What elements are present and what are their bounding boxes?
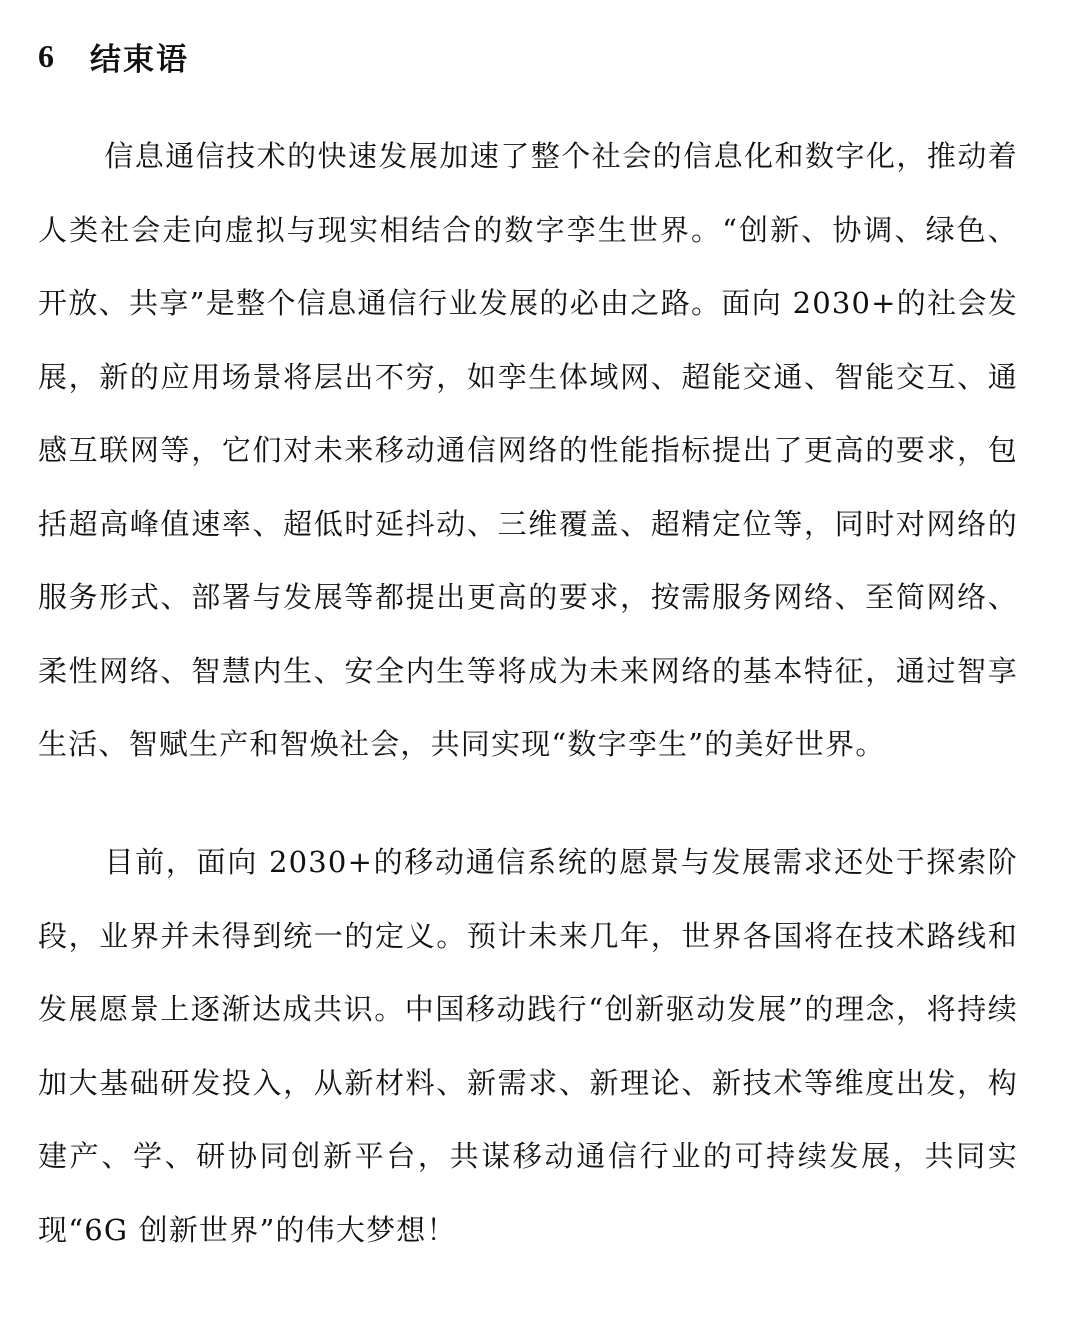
section-number: 6	[38, 38, 56, 75]
section-heading	[38, 35, 189, 79]
paragraph-1	[38, 120, 1018, 782]
section-title: 结束语	[90, 42, 189, 79]
document-page	[38, 0, 1018, 1340]
paragraph-1-text: 信息通信技术的快速发展加速了整个社会的信息化和数字化，推动着人类社会走向虚拟与现实相结合的数字孪生世界。“创新、协调、绿色、开放、共享”是整个信息通信行业发展的必由之路。面向 2030+的社会发展，新的应用场景将层出不穷，如孪生体域网、超能交通、智能交互、通感互联网等，它们对未来移动通信网络的性能指标提出了更高的要求，包括超高峰值速率、超低时延抖动、三维覆盖、超精定位等，同时对网络的服务形式、部署与发展等都提出更高的要求，按需服务网络、至简网络、柔性网络、智慧内生、安全内生等将成为未来网络的基本特征，通过智享生活、智赋生产和智焕社会，共同实现“数字孪生”的美好世界。	[38, 139, 1018, 761]
paragraph-2-text: 目前，面向 2030+的移动通信系统的愿景与发展需求还处于探索阶段，业界并未得到统一的定义。预计未来几年，世界各国将在技术路线和发展愿景上逐渐达成共识。中国移动践行“创新驱动发展”的理念，将持续加大基础研发投入，从新材料、新需求、新理论、新技术等维度出发，构建产、学、研协同创新平台，共谋移动通信行业的可持续发展，共同实现“6G 创新世界”的伟大梦想！	[38, 845, 1018, 1247]
paragraph-2	[38, 826, 1018, 1267]
